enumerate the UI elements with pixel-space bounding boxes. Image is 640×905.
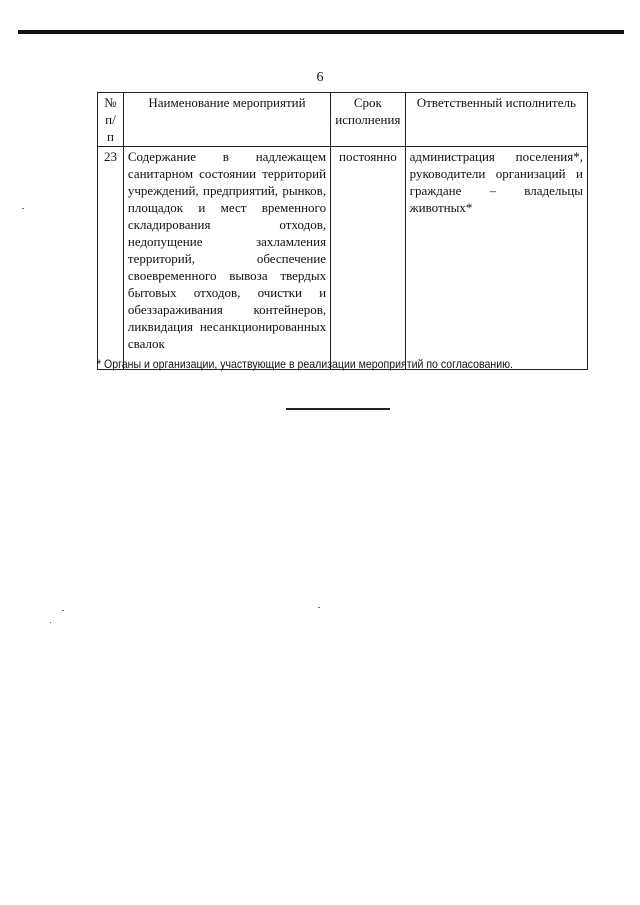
header-term: Срок исполнения bbox=[331, 93, 406, 147]
footnote: * Органы и организации, участвующие в реализации мероприятий по согласованию. bbox=[97, 357, 514, 371]
scan-speck bbox=[22, 208, 24, 209]
row-measure-name: Содержание в надлежащем санитарном состоянии территорий учреждений, предприятий, рынков, площадок и мест временного складирования отходов, недопущение захламления территорий, обеспечение своевременного вывоза твердых бытовых отходов, очистки и обеззараживания контейнеров, ликвидация несанкционированных свалок bbox=[123, 147, 330, 370]
header-num: № п/п bbox=[98, 93, 124, 147]
table-header-row bbox=[98, 93, 588, 147]
scan-speck bbox=[50, 622, 51, 623]
row-term: постоянно bbox=[331, 147, 406, 370]
scan-speck bbox=[62, 610, 64, 611]
header-name: Наименование мероприятий bbox=[123, 93, 330, 147]
header-executor: Ответственный исполнитель bbox=[405, 93, 587, 147]
row-num: 23 bbox=[98, 147, 124, 370]
measures-table bbox=[97, 92, 588, 370]
table-row bbox=[98, 147, 588, 370]
row-executor: администрация поселения*, руководители организаций и граждане – владельцы животных* bbox=[405, 147, 587, 370]
page-number: 6 bbox=[316, 70, 324, 85]
end-separator-line bbox=[286, 408, 390, 410]
scan-speck bbox=[318, 607, 320, 608]
top-border-line bbox=[18, 30, 624, 34]
